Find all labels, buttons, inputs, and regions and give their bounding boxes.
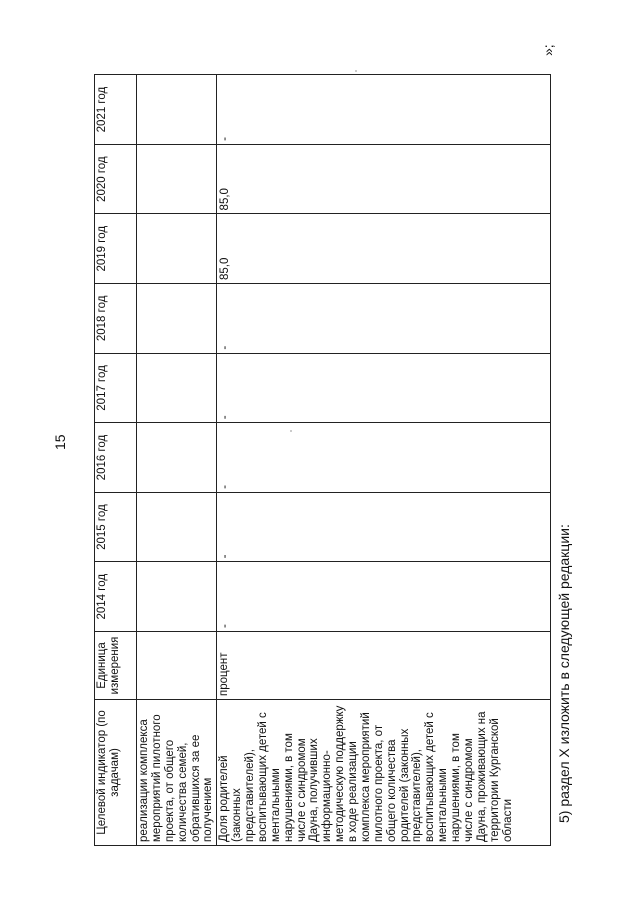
header-year-2020: 2020 год [95, 144, 137, 214]
value-cell-2017 [137, 353, 217, 423]
header-unit: Единица измерения [95, 632, 137, 700]
closing-quote-mark: »; [540, 44, 556, 56]
scan-artifact [355, 70, 357, 72]
value-cell-2014 [137, 562, 217, 632]
scan-artifact [290, 430, 292, 432]
value-cell-2021: - [217, 75, 551, 145]
indicator-table-container [94, 75, 542, 846]
section-footer-text: 5) раздел X изложить в следующей редакции: [556, 524, 572, 823]
value-cell-2017: - [217, 353, 551, 423]
indicator-cell: реализации комплекса мероприятий пилотного проекта, от общего количества семей, обратившихся за ее получением [137, 700, 217, 846]
value-cell-2018 [137, 284, 217, 354]
table-row [217, 75, 551, 846]
table-row [137, 75, 217, 846]
unit-cell [137, 632, 217, 700]
value-cell-2020 [137, 144, 217, 214]
indicator-cell: Доля родителей (законных представителей), воспитывающих детей с ментальными нарушениями, в том числе с синдромом Дауна, получивших информационно-методическую поддержку в ходе реализации комплекса мероприятий пилотного проекта, от общего количества родителей (законных представителей), воспитывающих детей с ментальными нарушениями, в том числе с синдромом Дауна, проживающих на территории Курганской области [217, 700, 551, 846]
value-cell-2021 [137, 75, 217, 145]
header-year-2018: 2018 год [95, 284, 137, 354]
value-cell-2020: 85,0 [217, 144, 551, 214]
header-year-2016: 2016 год [95, 423, 137, 493]
page-number: 15 [52, 434, 68, 450]
header-year-2017: 2017 год [95, 353, 137, 423]
value-cell-2019: 85,0 [217, 214, 551, 284]
value-cell-2018: - [217, 284, 551, 354]
value-cell-2015 [137, 492, 217, 562]
value-cell-2016 [137, 423, 217, 493]
value-cell-2015: - [217, 492, 551, 562]
unit-cell: процент [217, 632, 551, 700]
header-year-2014: 2014 год [95, 562, 137, 632]
table-header-row [95, 75, 137, 846]
header-year-2019: 2019 год [95, 214, 137, 284]
value-cell-2016: - [217, 423, 551, 493]
header-year-2021: 2021 год [95, 75, 137, 145]
value-cell-2019 [137, 214, 217, 284]
indicator-table [94, 74, 551, 846]
value-cell-2014: - [217, 562, 551, 632]
header-indicator: Целевой индикатор (по задачам) [95, 700, 137, 846]
header-year-2015: 2015 год [95, 492, 137, 562]
